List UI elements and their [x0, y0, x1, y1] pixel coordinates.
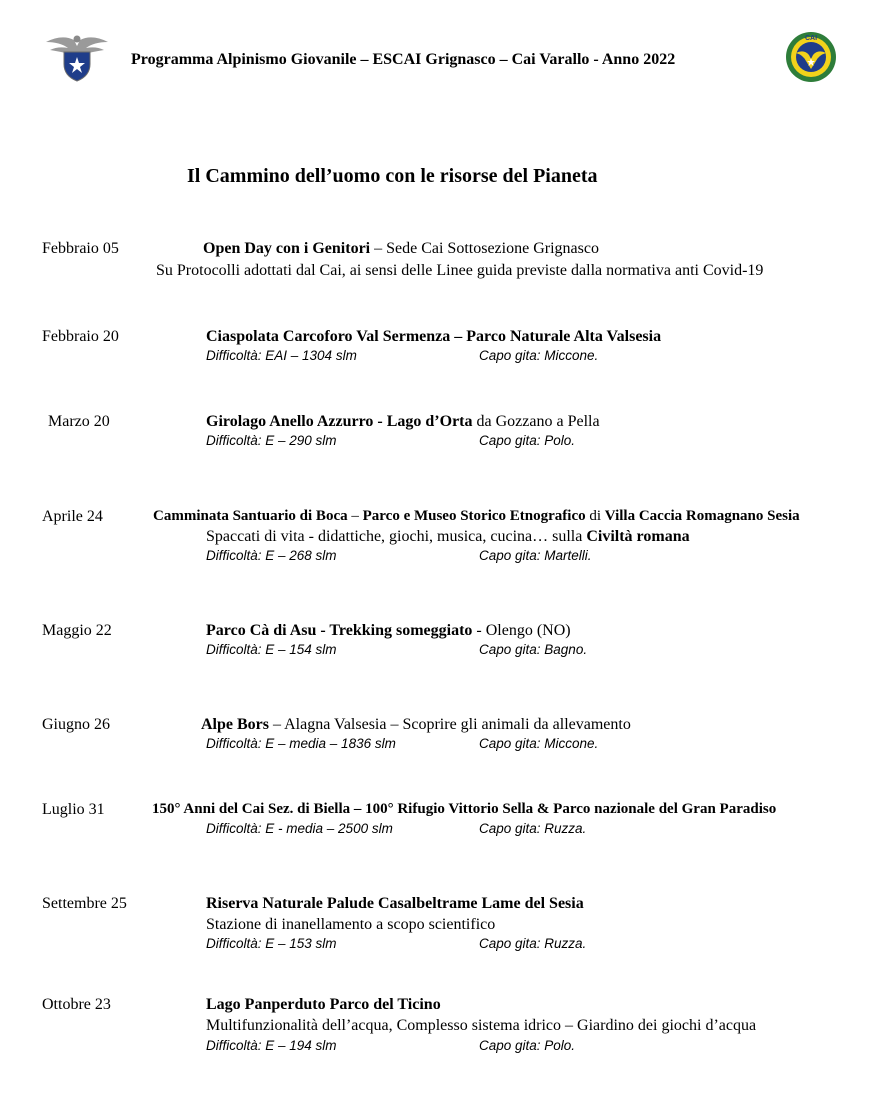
event-title: [206, 996, 441, 1014]
event-date: Ottobre 23: [42, 996, 111, 1013]
event-difficulty: Difficoltà: E – media – 1836 slm: [206, 736, 396, 751]
text-run: 150° Anni del Cai Sez. di Biella – 100° Rifugio Vittorio Sella & Parco nazionale del Gran Paradiso: [152, 801, 777, 817]
event-leader: Capo gita: Ruzza.: [479, 936, 587, 951]
text-run: Alpe Bors: [201, 716, 269, 733]
event-date: Maggio 22: [42, 622, 112, 639]
text-run: Su Protocolli adottati dal Cai, ai sensi delle Linee guida previste dalla normativa anti Covid-19: [156, 262, 764, 279]
event-description: [206, 916, 495, 934]
event-difficulty: Difficoltà: E - media – 2500 slm: [206, 821, 393, 836]
text-run: Spaccati di vita - didattiche, giochi, musica, cucina… sulla: [206, 528, 587, 545]
text-run: Civiltà romana: [586, 528, 690, 545]
text-run: Parco Cà di Asu - Trekking someggiato: [206, 622, 473, 639]
event-date: Febbraio 05: [42, 240, 119, 257]
event-difficulty: Difficoltà: E – 153 slm: [206, 936, 337, 951]
event-leader: Capo gita: Ruzza.: [479, 821, 587, 836]
event-difficulty: Difficoltà: E – 290 slm: [206, 433, 337, 448]
page-title: Il Cammino dell’uomo con le risorse del Pianeta: [187, 165, 598, 187]
text-run: Lago Panperduto Parco del Ticino: [206, 996, 441, 1013]
text-run: di: [585, 508, 605, 524]
event-title: [206, 895, 584, 913]
text-run: – Sede Cai Sottosezione Grignasco: [370, 240, 599, 257]
text-run: da Gozzano a Pella: [472, 413, 600, 430]
cai-eagle-logo: [44, 30, 110, 82]
event-title: [206, 413, 600, 431]
event-description: [156, 262, 763, 280]
cai-round-logo: [785, 31, 837, 83]
event-date: Luglio 31: [42, 801, 105, 818]
event-date: Febbraio 20: [42, 328, 119, 345]
event-description: [206, 1017, 756, 1035]
event-difficulty: Difficoltà: E – 154 slm: [206, 642, 337, 657]
event-difficulty: Difficoltà: E – 268 slm: [206, 548, 337, 563]
text-run: –: [347, 508, 363, 524]
text-run: Open Day con i Genitori: [203, 240, 371, 257]
event-title: [206, 328, 661, 346]
event-description: [206, 528, 690, 546]
text-run: Parco e Museo Storico Etnografico: [362, 508, 586, 524]
event-leader: Capo gita: Miccone.: [479, 348, 599, 363]
text-run: Girolago Anello Azzurro - Lago d’Orta: [206, 413, 473, 430]
text-run: Camminata Santuario di Boca: [153, 508, 348, 524]
cai-logo-text: CAI: [804, 35, 818, 42]
event-difficulty: Difficoltà: EAI – 1304 slm: [206, 348, 357, 363]
event-leader: Capo gita: Martelli.: [479, 548, 592, 563]
event-leader: Capo gita: Miccone.: [479, 736, 599, 751]
event-leader: Capo gita: Bagno.: [479, 642, 588, 657]
event-title: [206, 622, 571, 640]
text-run: – Alagna Valsesia – Scoprire gli animali da allevamento: [269, 716, 631, 733]
text-run: Riserva Naturale Palude Casalbeltrame Lame del Sesia: [206, 895, 584, 912]
event-title: [203, 240, 599, 258]
event-title: [201, 716, 631, 734]
event-leader: Capo gita: Polo.: [479, 433, 576, 448]
text-run: Villa Caccia Romagnano Sesia: [604, 508, 800, 524]
text-run: Ciaspolata Carcoforo Val Sermenza – Parco Naturale Alta Valsesia: [206, 328, 662, 345]
event-date: Giugno 26: [42, 716, 110, 733]
text-run: Multifunzionalità dell’acqua, Complesso sistema idrico – Giardino dei giochi d’acqua: [206, 1017, 757, 1034]
event-title: [153, 508, 800, 525]
event-date: Aprile 24: [42, 508, 103, 525]
text-run: - Olengo: [472, 622, 537, 639]
event-leader: Capo gita: Polo.: [479, 1038, 576, 1053]
text-run: Stazione di inanellamento a scopo scientifico: [206, 916, 496, 933]
event-date: Marzo 20: [48, 413, 110, 430]
event-title: [152, 801, 776, 818]
text-run: (NO): [536, 622, 571, 639]
header-text: Programma Alpinismo Giovanile – ESCAI Grignasco – Cai Varallo - Anno 2022: [131, 51, 676, 68]
event-date: Settembre 25: [42, 895, 127, 912]
event-difficulty: Difficoltà: E – 194 slm: [206, 1038, 337, 1053]
